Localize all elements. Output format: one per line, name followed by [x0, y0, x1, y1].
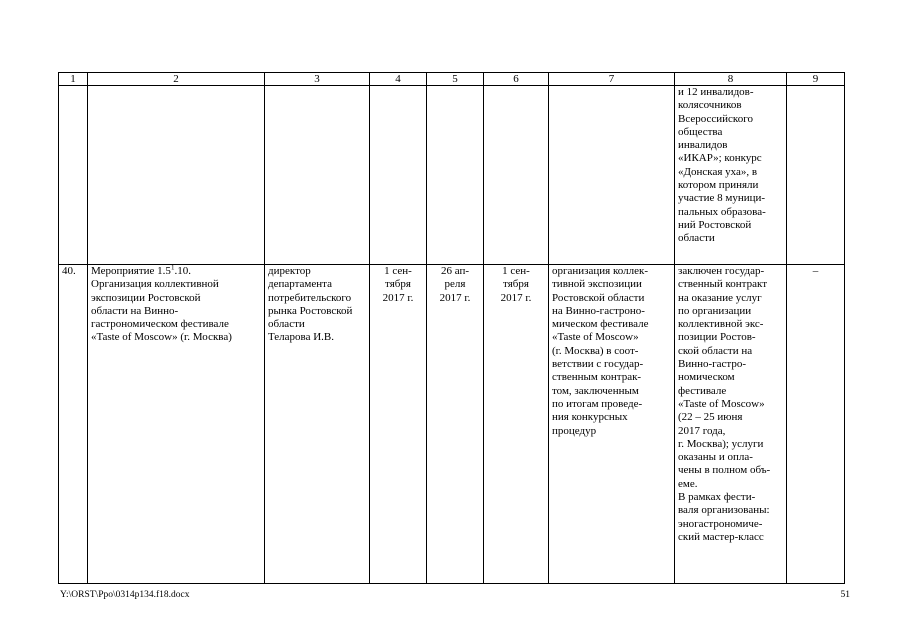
table-cell	[265, 86, 370, 265]
text-line: директор	[268, 265, 311, 277]
header-cell: 2	[88, 73, 265, 86]
text-line: ственным контрак-	[552, 371, 642, 384]
header-cell: 7	[549, 73, 675, 86]
text-line: Мероприятие $1.5^1.10$.	[91, 264, 191, 277]
text-line: 2017 г.	[382, 291, 414, 304]
header-cell: 1	[59, 73, 88, 86]
text-line: чены в полном объ-	[678, 464, 771, 477]
text-line: инвалидов	[678, 139, 728, 152]
text-line: «Донская уха», в	[678, 165, 758, 178]
table-cell	[787, 86, 845, 265]
text-line: номическом	[678, 371, 735, 384]
file-path: Y:\ORST\Ppo\0314p134.f18.docx	[60, 590, 190, 600]
text-line: 1 сен-	[384, 265, 412, 277]
text-line: тября	[503, 278, 529, 291]
header-cell: 8	[675, 73, 787, 86]
row-number-cell: 40.	[59, 265, 88, 584]
text-line: департамента	[268, 278, 332, 291]
text-line: по организации	[678, 304, 752, 317]
text-line: «ИКАР»; конкурс	[678, 152, 762, 165]
table-row-continuation	[59, 86, 845, 265]
text-line: и 12 инвалидов-	[678, 86, 754, 98]
text-line: ний Ростовской	[678, 218, 752, 231]
text-line: котором приняли	[678, 179, 759, 192]
text-line: области на Винно-	[91, 304, 179, 317]
header-cell: 3	[265, 73, 370, 86]
text-line: на оказание услуг	[678, 291, 762, 304]
text-line: реля	[444, 278, 466, 291]
text-line: потребительского	[268, 291, 352, 304]
text-line: мическом фестивале	[552, 318, 649, 331]
text-line: валя организованы:	[678, 504, 770, 517]
event-name-cell	[88, 265, 265, 584]
text-line: Винно-гастро-	[678, 358, 747, 371]
text-line: экспозиции Ростовской	[91, 291, 201, 304]
text-line: коллективной экс-	[678, 318, 764, 331]
header-row	[59, 73, 845, 86]
text-line: ния конкурсных	[552, 411, 628, 424]
text-line: участие 8 муници-	[678, 192, 766, 205]
text-line: В рамках фести-	[678, 491, 756, 504]
text-line: по итогам проведе-	[552, 397, 643, 410]
text-line: ский мастер-класс	[678, 530, 764, 543]
text-line: пальных образова-	[678, 205, 766, 218]
table-cell	[88, 86, 265, 265]
table-cell	[59, 86, 88, 265]
table-cell	[549, 86, 675, 265]
text-line: тивной экспозиции	[552, 278, 642, 291]
table-row-40	[59, 265, 845, 584]
header-cell: 4	[370, 73, 427, 86]
text-line: фестивале	[678, 384, 727, 397]
text-line: Ростовской области	[552, 291, 645, 304]
text-line: на Винно-гастроно-	[552, 304, 645, 317]
text-line: Теларова И.В.	[268, 331, 335, 344]
text-line: 26 ап-	[440, 265, 470, 277]
text-line: тября	[385, 278, 411, 291]
actual-start-date-cell	[427, 265, 484, 584]
text-line: 2017 г.	[500, 291, 532, 304]
header-cell: 5	[427, 73, 484, 86]
text-line: процедур	[552, 424, 597, 437]
planned-start-date-cell	[370, 265, 427, 584]
text-line: гастрономическом фестивале	[91, 318, 229, 331]
text-line: Организация коллективной	[91, 278, 219, 291]
text-line: 1 сен-	[502, 265, 530, 277]
text-line: ской области на	[678, 344, 753, 357]
report-table	[58, 72, 845, 584]
text-line: 2017 года,	[678, 424, 726, 437]
header-cell: 9	[787, 73, 845, 86]
text-line: позиции Ростов-	[678, 331, 756, 344]
text-line: еме.	[678, 477, 698, 490]
text-line: колясочников	[678, 99, 742, 112]
text-line: (22 – 25 июня	[678, 411, 743, 424]
text-line: эногастрономиче-	[678, 517, 763, 530]
page-number: 51	[840, 590, 850, 600]
end-date-cell	[484, 265, 549, 584]
table-cell	[370, 86, 427, 265]
text-line: г. Москва); услуги	[678, 437, 764, 450]
text-line: ветствии с государ-	[552, 358, 644, 371]
text-line: области	[678, 232, 715, 245]
text-line: Всероссийского	[678, 112, 753, 125]
text-line: «Taste of Moscow»	[678, 397, 765, 410]
text-line: заключен государ-	[678, 265, 765, 277]
text-line: 2017 г.	[439, 291, 471, 304]
table-cell	[427, 86, 484, 265]
text-line: организация коллек-	[552, 265, 648, 277]
expected-result-cell	[549, 265, 675, 584]
text-line: том, заключенным	[552, 384, 639, 397]
header-cell: 6	[484, 73, 549, 86]
text-line: рынка Ростовской	[268, 304, 353, 317]
text-line: (г. Москва) в соот-	[552, 344, 639, 357]
text-line: области	[268, 318, 305, 331]
responsible-cell	[265, 265, 370, 584]
notes-cell: –	[787, 265, 845, 584]
text-line: ственный контракт	[678, 278, 768, 291]
text-line: «Taste of Moscow» (г. Москва)	[91, 331, 232, 344]
table-cell	[484, 86, 549, 265]
text-line: общества	[678, 125, 723, 138]
text-line: оказаны и опла-	[678, 451, 753, 464]
actual-result-cell	[675, 265, 787, 584]
actual-result-cell	[675, 86, 787, 265]
text-line: «Taste of Moscow»	[552, 331, 639, 344]
